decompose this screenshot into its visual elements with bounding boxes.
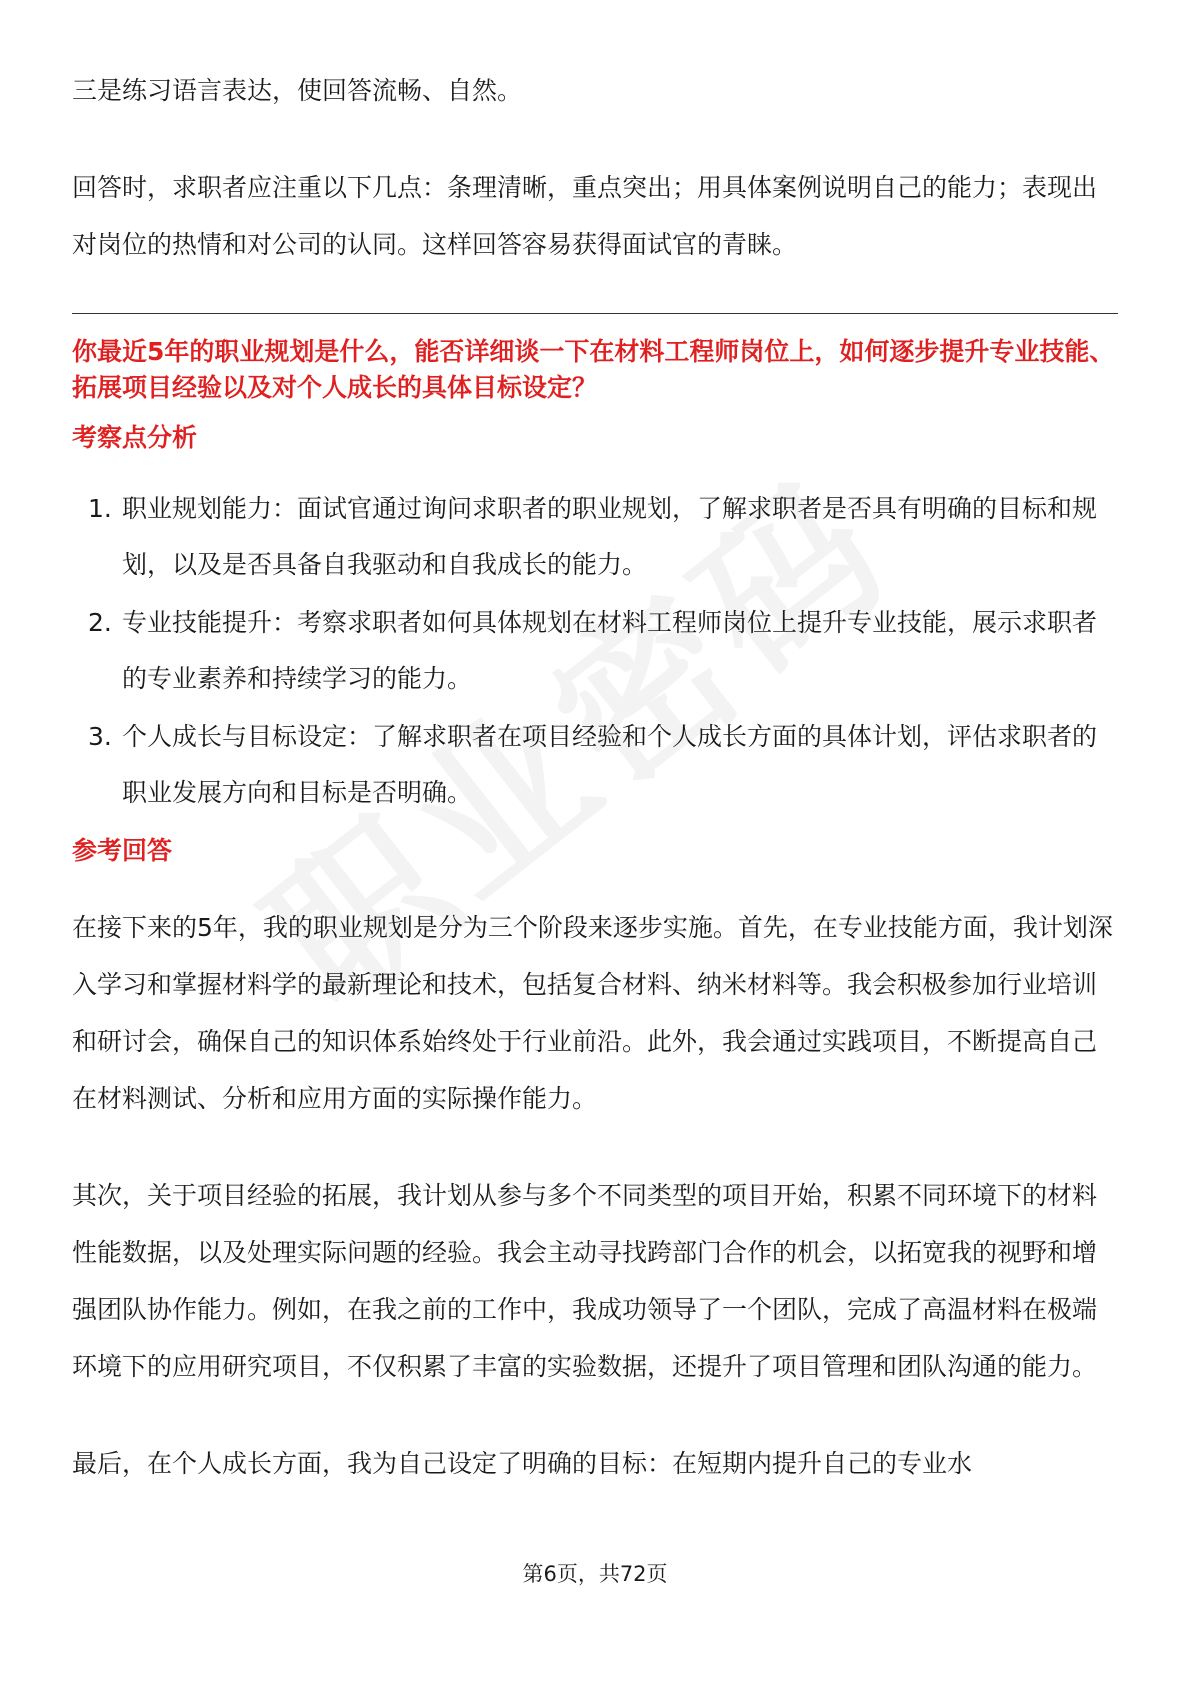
- reference-heading: 参考回答: [72, 836, 173, 865]
- answer-paragraph: 其次，关于项目经验的拓展，我计划从参与多个不同类型的项目开始，积累不同环境下的材料性能数据，以及处理实际问题的经验。我会主动寻找跨部门合作的机会，以拓宽我的视野和增强团队协作能力。例如，在我之前的工作中，我成功领导了一个团队，完成了高温材料在极端环境下的应用研究项目，不仅积累了丰富的实验数据，还提升了项目管理和团队沟通的能力。: [72, 1181, 1098, 1381]
- analysis-point: [72, 481, 1118, 593]
- question-title: 你最近5年的职业规划是什么，能否详细谈一下在材料工程师岗位上，如何逐步提升专业技能、拓展项目经验以及对个人成长的具体目标设定？: [72, 337, 1115, 402]
- section-divider: [72, 313, 1118, 314]
- intro-line-1: 三是练习语言表达，使回答流畅、自然。: [72, 76, 523, 105]
- point-number: 1.: [88, 494, 112, 523]
- point-text: 个人成长与目标设定：了解求职者在项目经验和个人成长方面的具体计划，评估求职者的职业发展方向和目标是否明确。: [122, 722, 1098, 807]
- analysis-point: [72, 595, 1118, 707]
- analysis-heading: 考察点分析: [72, 423, 198, 452]
- point-number: 3.: [88, 722, 112, 751]
- document-body: [72, 62, 1118, 1492]
- page-footer: 第6页，共72页: [522, 1562, 668, 1586]
- point-text: 专业技能提升：考察求职者如何具体规划在材料工程师岗位上提升专业技能，展示求职者的专业素养和持续学习的能力。: [122, 608, 1098, 693]
- reference-answer: [72, 899, 1118, 1492]
- point-text: 职业规划能力：面试官通过询问求职者的职业规划，了解求职者是否具有明确的目标和规划，以及是否具备自我驱动和自我成长的能力。: [122, 494, 1098, 579]
- analysis-points: [72, 481, 1118, 821]
- answer-paragraph: 最后，在个人成长方面，我为自己设定了明确的目标：在短期内提升自己的专业水: [72, 1449, 973, 1478]
- intro-line-2: 回答时，求职者应注重以下几点：条理清晰，重点突出；用具体案例说明自己的能力；表现出对岗位的热情和对公司的认同。这样回答容易获得面试官的青睐。: [72, 173, 1098, 259]
- point-number: 2.: [88, 608, 112, 637]
- answer-paragraph: 在接下来的5年，我的职业规划是分为三个阶段来逐步实施。首先，在专业技能方面，我计划深入学习和掌握材料学的最新理论和技术，包括复合材料、纳米材料等。我会积极参加行业培训和研讨会，确保自己的知识体系始终处于行业前沿。此外，我会通过实践项目，不断提高自己在材料测试、分析和应用方面的实际操作能力。: [72, 913, 1113, 1113]
- analysis-point: [72, 709, 1118, 821]
